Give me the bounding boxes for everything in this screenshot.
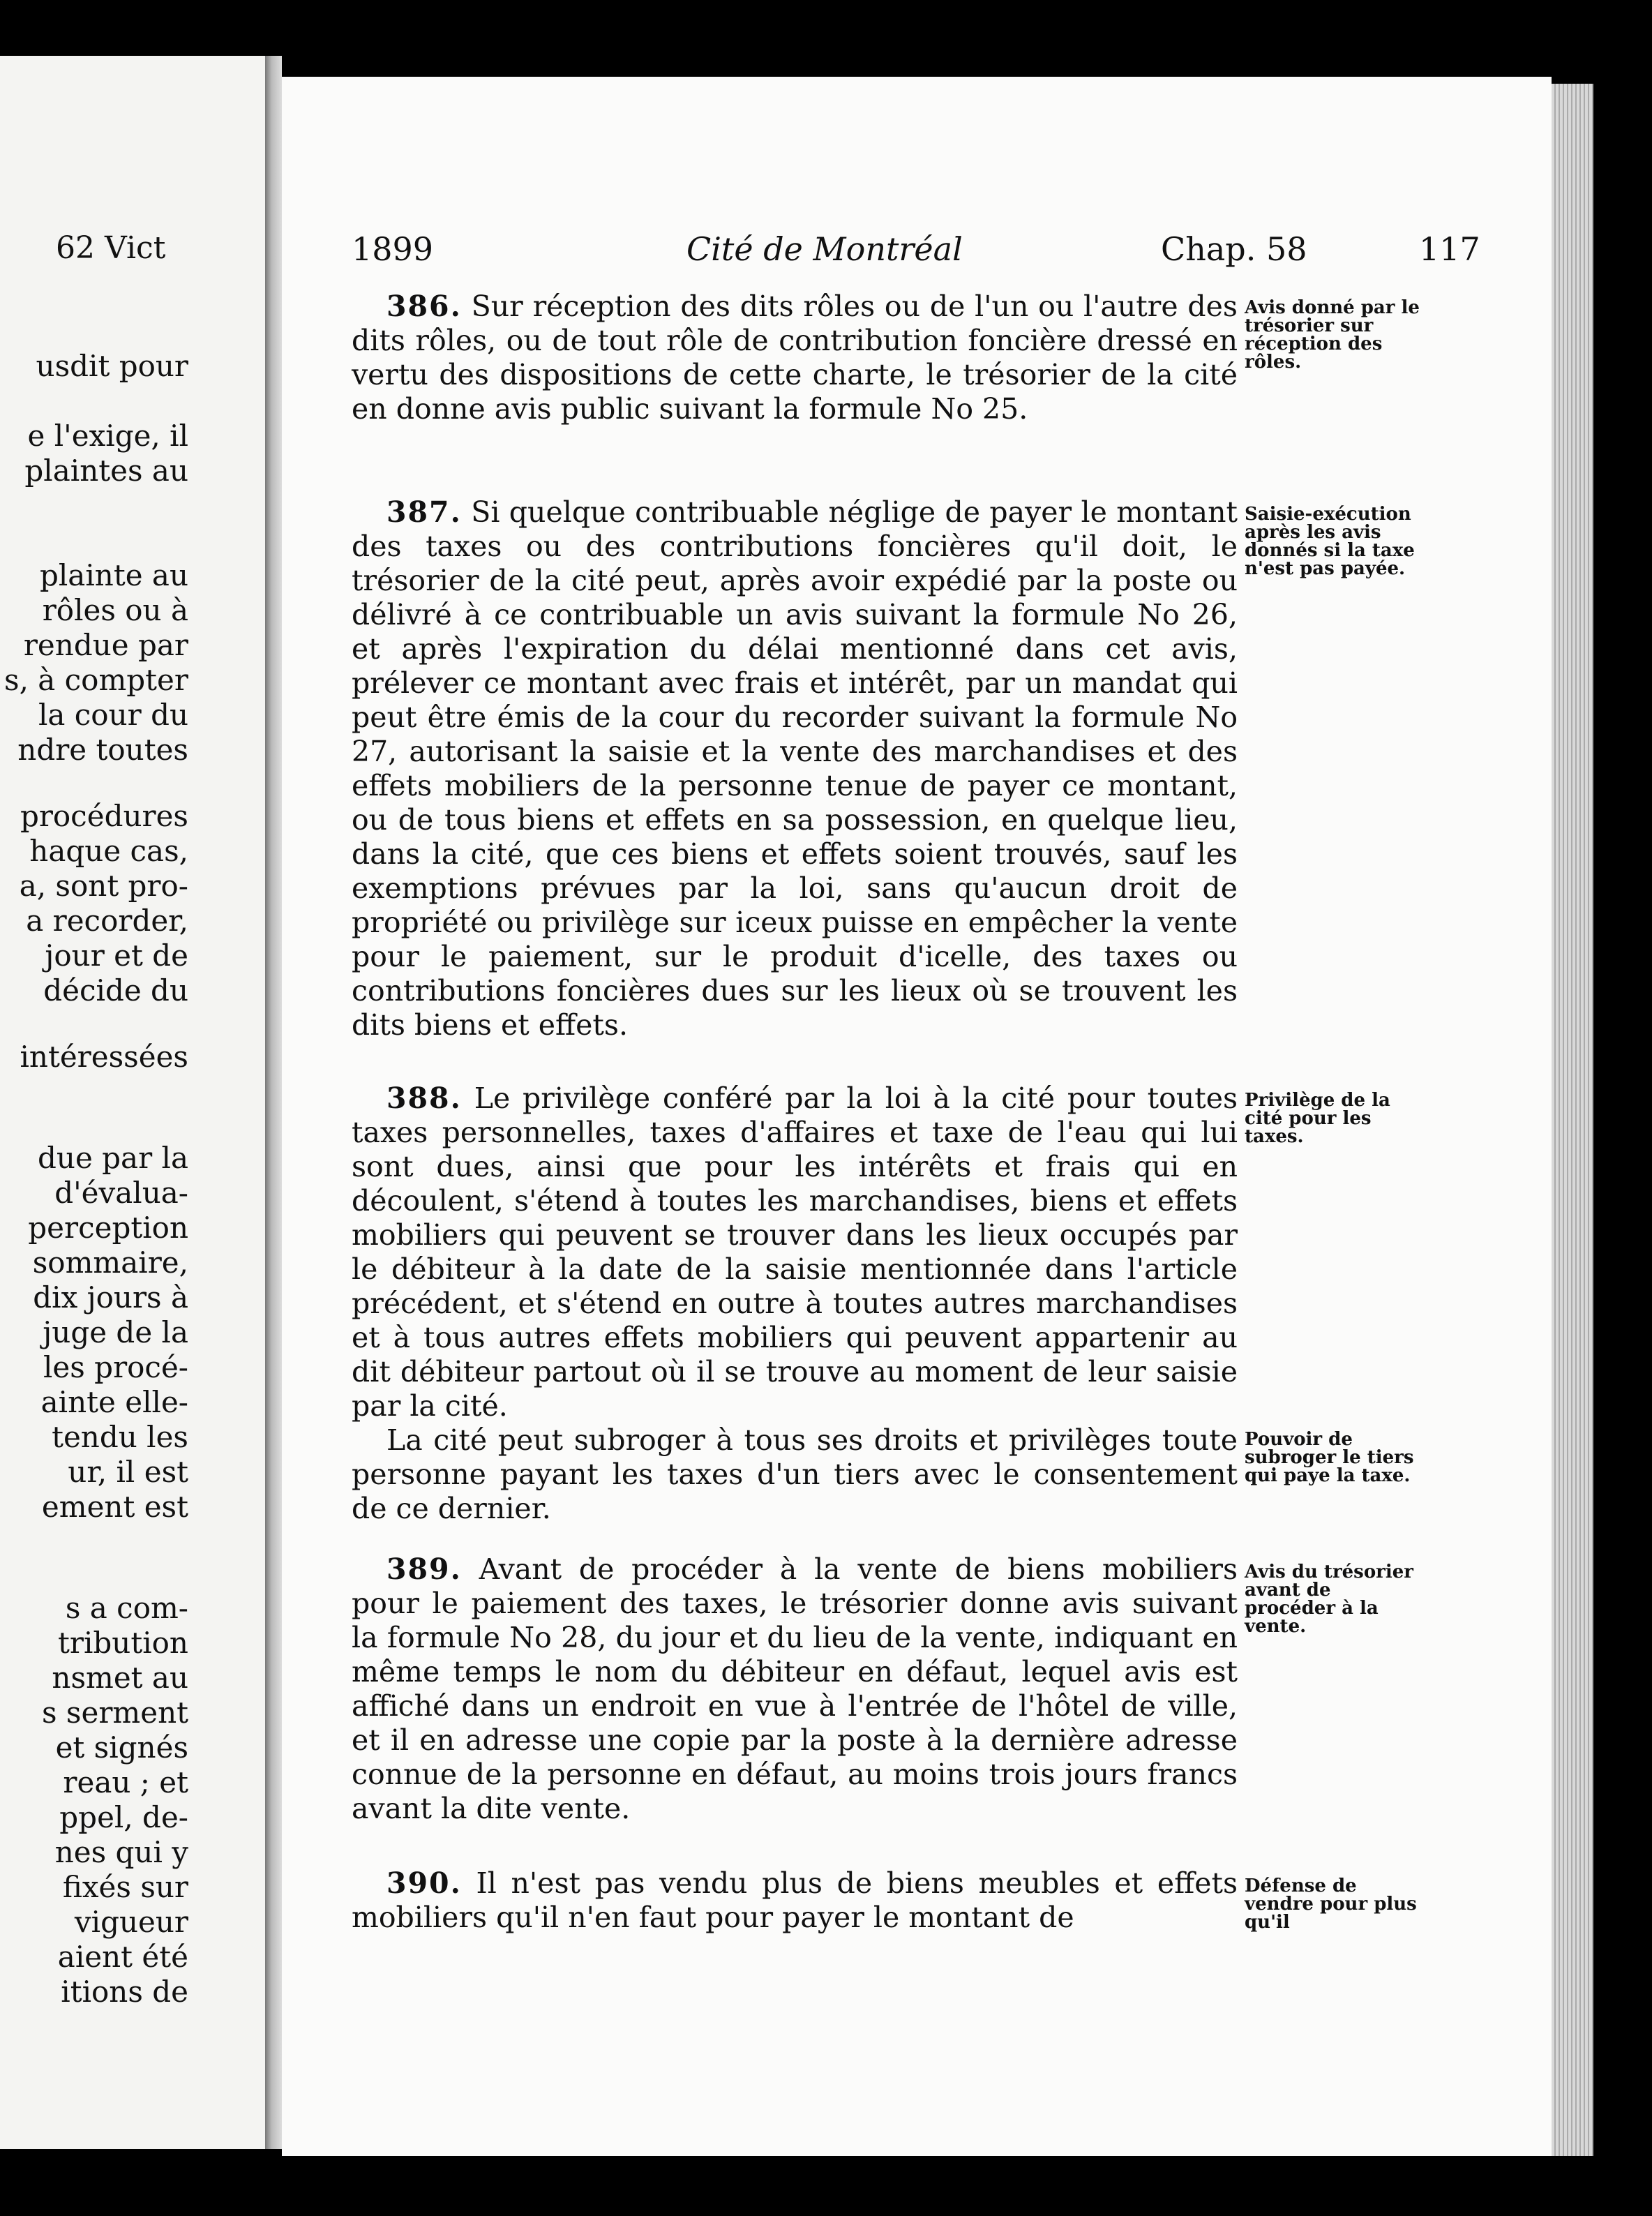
section-number: 387. (386, 495, 462, 529)
left-line: dix jours à (33, 1280, 188, 1315)
left-line: perception (28, 1211, 188, 1245)
left-line: ur, il est (68, 1455, 188, 1489)
left-line: décide du (43, 973, 188, 1008)
left-line: ppel, de- (59, 1800, 188, 1834)
left-line: sommaire, (32, 1245, 188, 1280)
section-text: Si quelque contribuable néglige de payer le montant des taxes ou des contributions foncières qu'il doit, le trésorier de la cité peut, après avoir expédié par la poste ou délivré à ce contribuable un avis suivant la formule No 26, et après l'expiration du délai mentionné dans cet avis, prélever ce montant avec frais et intérêt, par un mandat qui peut être émis de la cour du recorder suivant la formule No 27, autorisant la saisie et la vente des marchandises et des effets mobiliers de la personne tenue de payer ce montant, ou de tous biens et effets en sa possession, en quelque lieu, dans la cité, que ces biens et effets soient trouvés, sauf les exemptions prévues par la loi, sans qu'aucun droit de propriété ou privilège sur iceux puisse en empêcher la vente pour le paiement, sur le produit d'icelle, des taxes ou contributions foncières dues sur les lieux où se trouvent les dits biens et effets. (352, 495, 1238, 1042)
left-line: tribution (58, 1626, 188, 1660)
section-389 (352, 1552, 1238, 1826)
section-number: 388. (386, 1081, 462, 1115)
left-line: nsmet au (52, 1661, 188, 1695)
left-line: ndre toutes (17, 733, 188, 767)
left-page-header: 62 Vict (56, 230, 166, 266)
section-387 (352, 495, 1238, 1042)
left-line: rendue par (23, 628, 188, 662)
page-number: 117 (1419, 230, 1480, 268)
left-line: s, à compter (4, 663, 188, 697)
book-gutter (265, 56, 282, 2149)
left-line: ainte elle- (40, 1385, 188, 1419)
section-text: Il n'est pas vendu plus de biens meubles et effets mobiliers qu'il n'en faut pour payer le montant de (352, 1866, 1238, 1934)
left-line: plainte au (39, 558, 188, 592)
section-390 (352, 1866, 1238, 1935)
section-text: La cité peut subroger à tous ses droits et privilèges toute personne payant les taxes d'un tiers avec le consentement de ce dernier. (352, 1423, 1238, 1525)
left-line: haque cas, (29, 834, 188, 868)
margin-note: Saisie-exécution après les avis donnés si la taxe n'est pas payée. (1245, 504, 1415, 579)
page-edge (1552, 84, 1593, 2156)
margin-note: Avis donné par le trésorier sur réception des rôles. (1245, 297, 1420, 373)
margin-note: Avis du trésorier avant de procéder à la vente. (1245, 1562, 1413, 1637)
left-line: ement est (41, 1490, 188, 1524)
left-page-fragment (0, 56, 265, 2149)
left-line: rôles ou à (42, 593, 188, 627)
left-line: itions de (61, 1975, 188, 2009)
main-page (282, 77, 1552, 2156)
section-number: 390. (386, 1866, 462, 1900)
left-line: intéressées (20, 1040, 188, 1074)
header-year: 1899 (352, 230, 434, 268)
margin-note: Pouvoir de subroger le tiers qui paye la taxe. (1245, 1429, 1414, 1486)
header-chapter: Chap. 58 (1161, 230, 1307, 268)
left-line: usdit pour (36, 349, 188, 383)
left-line: nes qui y (54, 1835, 188, 1869)
section-386 (352, 290, 1238, 426)
margin-note: Défense de vendre pour plus qu'il (1245, 1876, 1417, 1933)
left-line: s serment (42, 1695, 188, 1730)
left-line: jour et de (45, 938, 188, 973)
left-line: procédures (20, 799, 188, 833)
left-line: s a com- (65, 1591, 188, 1625)
left-line: juge de la (43, 1315, 188, 1349)
left-line: les procé- (43, 1350, 188, 1384)
left-line: aient été (57, 1940, 188, 1974)
left-line: plaintes au (24, 454, 188, 488)
left-line: a, sont pro- (19, 869, 188, 903)
left-line: tendu les (52, 1420, 188, 1454)
left-line: reau ; et (63, 1765, 188, 1799)
margin-note: Privilège de la cité pour les taxes. (1245, 1090, 1390, 1147)
left-line: d'évalua- (54, 1176, 188, 1210)
left-line: due par la (38, 1141, 188, 1175)
section-number: 386. (386, 290, 462, 323)
left-line: vigueur (74, 1905, 188, 1939)
left-line: a recorder, (26, 904, 188, 938)
section-number: 389. (386, 1552, 462, 1586)
section-text: Le privilège conféré par la loi à la cité pour toutes taxes personnelles, taxes d'affaires et taxe de l'eau qui lui sont dues, ainsi que pour les intérêts et frais qui en découlent, s'étend à toutes les marchandises, biens et effets mobiliers qui peuvent se trouver dans les lieux occupés par le débiteur à la date de la saisie mentionnée dans l'article précédent, et s'étend en outre à toutes autres marchandises et à tous autres effets mobiliers qui peuvent appartenir au dit débiteur partout où il se trouve au moment de leur saisie par la cité. (352, 1081, 1238, 1423)
section-388 (352, 1081, 1238, 1526)
left-line: fixés sur (62, 1870, 188, 1904)
running-header (352, 230, 1480, 272)
header-city: Cité de Montréal (686, 230, 963, 268)
left-line: la cour du (38, 698, 188, 732)
section-text: Sur réception des dits rôles ou de l'un ou l'autre des dits rôles, ou de tout rôle de contribution foncière dressé en vertu des dispositions de cette charte, le trésorier de la cité en donne avis public suivant la formule No 25. (352, 290, 1238, 426)
section-text: Avant de procéder à la vente de biens mobiliers pour le paiement des taxes, le trésorier donne avis suivant la formule No 28, du jour et du lieu de la vente, indiquant en même temps le nom du débiteur en défaut, lequel avis est affiché dans un endroit en vue à l'entrée de l'hôtel de ville, et il en adresse une copie par la poste à la dernière adresse connue de la personne en défaut, au moins trois jours francs avant la dite vente. (352, 1552, 1238, 1825)
left-line: et signés (55, 1730, 188, 1765)
left-line: e l'exige, il (27, 419, 188, 453)
